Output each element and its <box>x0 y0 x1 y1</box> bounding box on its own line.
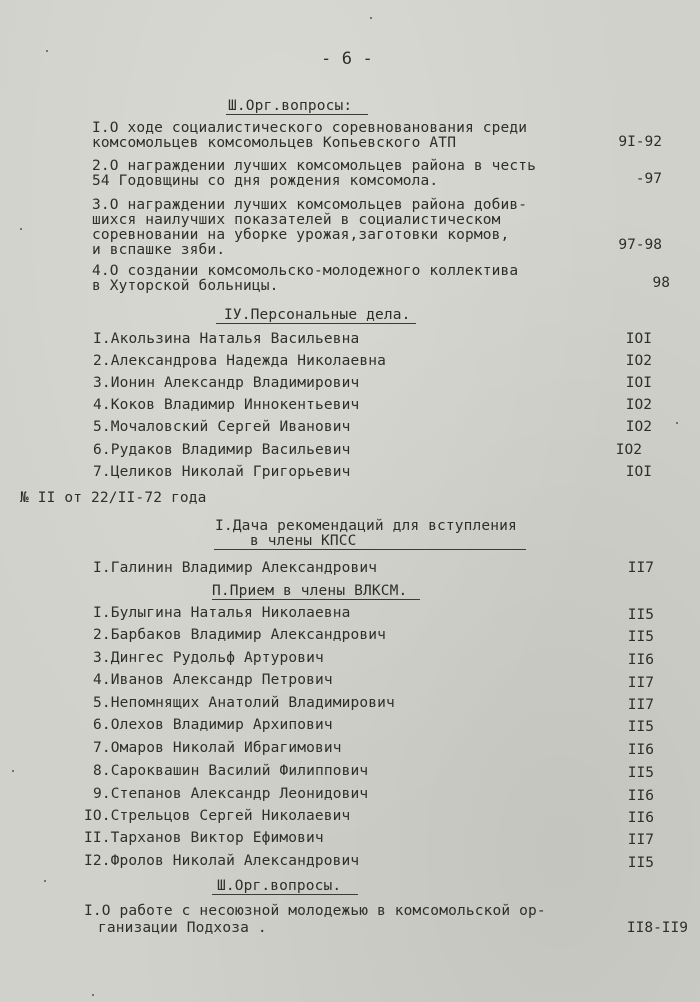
page-ref: IOI <box>625 331 652 347</box>
list-item: I.Галинин Владимир Александрович <box>93 560 378 576</box>
paper-speck <box>370 17 372 19</box>
page-ref: II6 <box>627 652 654 668</box>
page-ref: II5 <box>627 765 654 781</box>
page-ref: IO2 <box>615 442 642 458</box>
list-item: 7.Омаров Николай Ибрагимович <box>93 740 342 756</box>
page-ref: IOI <box>625 375 652 391</box>
section3-heading-underline <box>226 114 368 115</box>
page-ref: II6 <box>627 742 654 758</box>
page-ref: II5 <box>627 719 654 735</box>
paper-speck <box>92 994 94 996</box>
list-item: IO.Стрельцов Сергей Николаевич <box>84 808 351 824</box>
page-ref: II8-II9 <box>626 920 688 936</box>
list-item: 2.Александрова Надежда Николаевна <box>93 353 387 369</box>
protocol-section2-underline <box>212 599 420 600</box>
agenda-item-line: I.О ходе социалистического соревнованования среди <box>92 120 528 136</box>
list-item: I.Акользина Наталья Васильевна <box>93 331 360 347</box>
agenda-item-line: 54 Годовщины со дня рождения комсомола. <box>92 173 439 189</box>
list-item: 3.Дингес Рудольф Артурович <box>93 650 324 666</box>
paper-speck <box>676 422 678 424</box>
list-item: 4.Иванов Александр Петрович <box>93 672 333 688</box>
page-ref: II7 <box>627 697 654 713</box>
paper-speck <box>46 50 48 52</box>
page-ref: II5 <box>627 607 654 623</box>
page-ref: II7 <box>627 832 654 848</box>
list-item: I2.Фролов Николай Александрович <box>84 853 360 869</box>
page-ref: IO2 <box>625 353 652 369</box>
page-ref: II7 <box>627 560 654 576</box>
list-item: II.Тарханов Виктор Ефимович <box>84 830 324 846</box>
section4-heading-underline <box>216 323 416 324</box>
agenda-item-line: 3.О награждении лучших комсомольцев района добив- <box>92 197 528 213</box>
section4-heading: IУ.Персональные дела. <box>224 307 411 323</box>
list-item: 4.Коков Владимир Иннокентьевич <box>93 397 360 413</box>
agenda-item-line: комсомольцев комсомольцев Копьевского АТП <box>92 135 457 151</box>
page-number: - 6 - <box>321 49 373 69</box>
list-item: 5.Непомнящих Анатолий Владимирович <box>93 695 395 711</box>
list-item: 6.Олехов Владимир Архипович <box>93 717 333 733</box>
agenda-item-line: 2.О награждении лучших комсомольцев района в честь <box>92 158 536 174</box>
protocol-section1-heading-cont: в члены КПСС <box>250 533 357 549</box>
list-item: 5.Мочаловский Сергей Иванович <box>93 419 351 435</box>
page-ref: IOI <box>625 464 652 480</box>
agenda-item-line: соревновании на уборке урожая,заготовки кормов, <box>92 227 510 243</box>
paper-speck <box>20 228 22 230</box>
page-ref: II6 <box>627 788 654 804</box>
agenda-item-line: ганизации Подхоза . <box>98 920 267 936</box>
paper-speck <box>44 880 46 882</box>
protocol-section3-heading: Ш.Орг.вопросы. <box>217 878 342 894</box>
page-ref: II6 <box>627 810 654 826</box>
list-item: 7.Целиков Николай Григорьевич <box>93 464 351 480</box>
page-ref: IO2 <box>625 397 652 413</box>
paper-speck <box>12 770 14 772</box>
agenda-item-line: в Хуторской больницы. <box>92 278 279 294</box>
protocol-section1-underline <box>214 549 526 550</box>
agenda-item-line: шихся наилучших показателей в социалистическом <box>92 212 501 228</box>
protocol-section1-heading: I.Дача рекомендаций для вступления <box>215 518 517 534</box>
page-ref: 9I-92 <box>618 134 662 150</box>
page-ref: II7 <box>627 675 654 691</box>
list-item: 9.Степанов Александр Леонидович <box>93 786 369 802</box>
agenda-item-line: I.О работе с несоюзной молодежью в комсомольской ор- <box>84 903 546 919</box>
section3-heading: Ш.Орг.вопросы: <box>228 98 353 114</box>
page-ref: 98 <box>652 275 670 291</box>
list-item: 6.Рудаков Владимир Васильевич <box>93 442 351 458</box>
protocol-number: № II от 22/II-72 года <box>20 490 207 506</box>
protocol-section2-heading: П.Прием в члены ВЛКСМ. <box>212 583 408 599</box>
agenda-item-line: и вспашке зяби. <box>92 242 226 258</box>
page-ref: IO2 <box>625 419 652 435</box>
list-item: I.Булыгина Наталья Николаевна <box>93 605 351 621</box>
page-ref: -97 <box>635 171 662 187</box>
agenda-item-line: 4.О создании комсомольско-молодежного коллектива <box>92 263 519 279</box>
list-item: 2.Барбаков Владимир Александрович <box>93 627 387 643</box>
list-item: 3.Ионин Александр Владимирович <box>93 375 360 391</box>
page-ref: II5 <box>627 855 654 871</box>
page-ref: 97-98 <box>618 237 662 253</box>
list-item: 8.Сароквашин Василий Филиппович <box>93 763 369 779</box>
page-ref: II5 <box>627 629 654 645</box>
protocol-section3-underline <box>212 894 358 895</box>
